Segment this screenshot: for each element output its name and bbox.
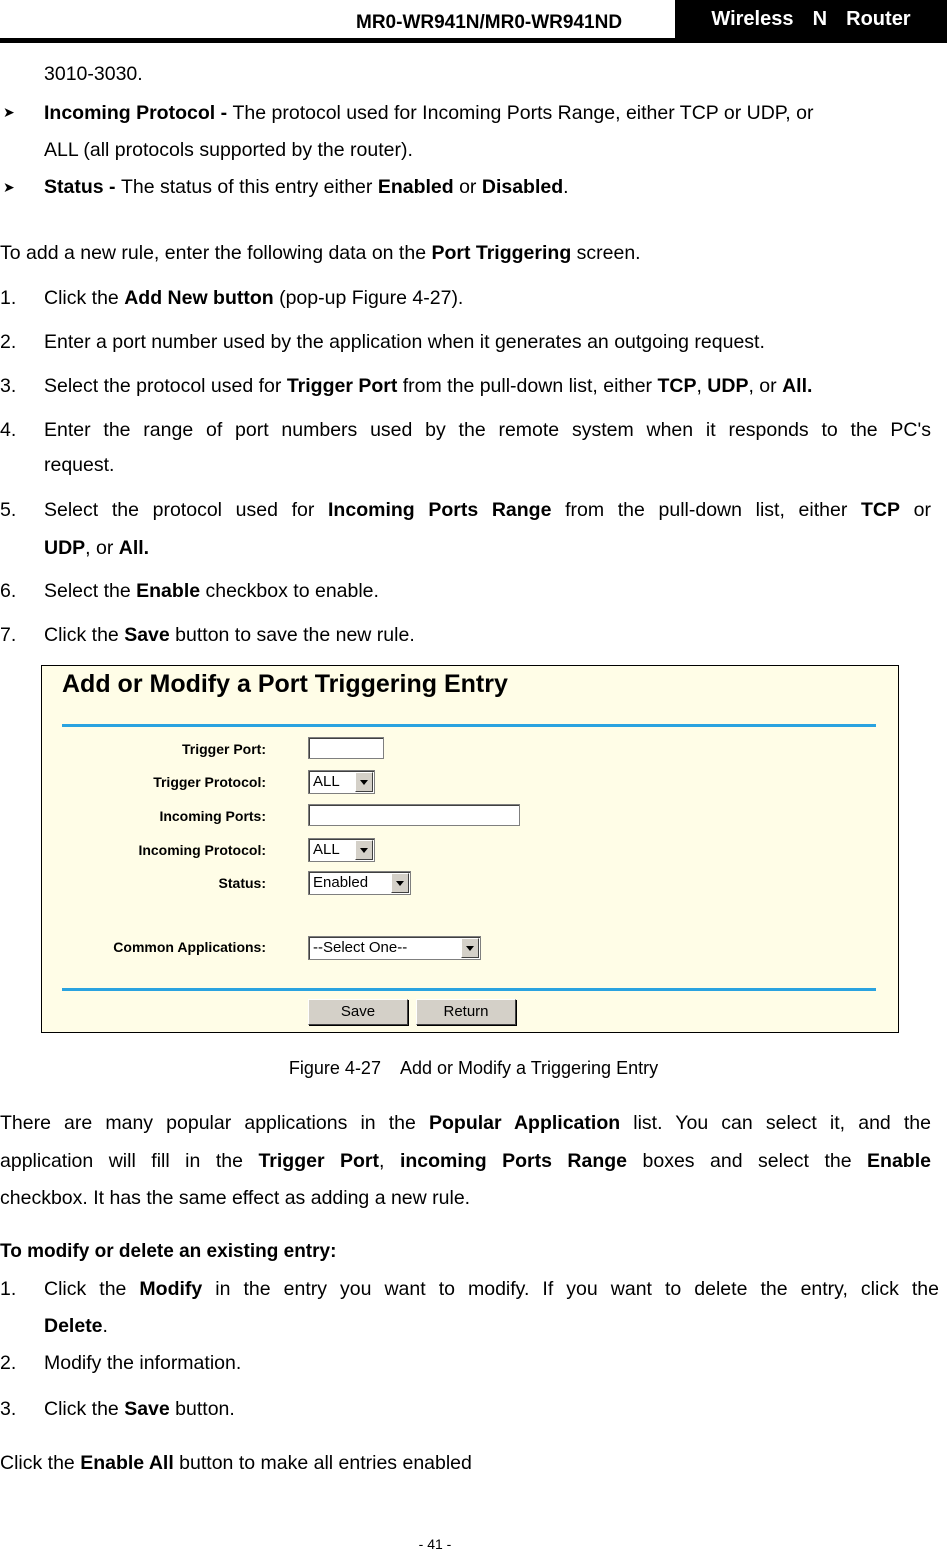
bold-text: Popular Application xyxy=(428,1112,621,1134)
select-value: ALL xyxy=(313,773,340,790)
text: Click the xyxy=(44,1398,125,1420)
dropdown-arrow-icon[interactable] xyxy=(355,840,373,860)
text: or xyxy=(900,499,931,521)
bullet-bold: Disabled xyxy=(481,176,564,198)
bold-text: Enable xyxy=(867,1150,931,1172)
step-number: 5. xyxy=(0,499,17,521)
text: boxes and select the xyxy=(627,1150,868,1172)
trigger-protocol-label: Trigger Protocol: xyxy=(153,774,266,790)
bold-text: Delete xyxy=(44,1315,103,1337)
continued-text: 3010-3030. xyxy=(44,63,143,85)
text: Click the xyxy=(44,1278,140,1300)
bold-text: All. xyxy=(782,375,813,397)
dropdown-arrow-icon[interactable] xyxy=(391,873,409,893)
step-4: Enter the range of port numbers used by the remote system when it responds to the PC's xyxy=(44,419,931,441)
text: list. You can select it, and the xyxy=(620,1112,931,1134)
popular-para-line-1 xyxy=(0,1111,931,1135)
step-5-cont xyxy=(44,536,149,560)
step-1 xyxy=(44,286,463,310)
bullet-bold: Enabled xyxy=(377,176,454,198)
intro-paragraph xyxy=(0,241,641,265)
bullet-text: The protocol used for Incoming Ports Range, either TCP or UDP, or xyxy=(232,102,814,124)
return-button[interactable]: Return xyxy=(416,999,516,1025)
bullet-incoming-protocol-cont: ALL (all protocols supported by the router). xyxy=(44,139,413,161)
bold-text: TCP xyxy=(861,499,900,521)
bold-text: Enable xyxy=(136,580,201,602)
product-name: Wireless N Router xyxy=(711,7,911,30)
popular-para-line-3: checkbox. It has the same effect as adding a new rule. xyxy=(0,1187,471,1209)
model-name: MR0-WR941N/MR0-WR941ND xyxy=(356,12,623,33)
modify-step-2: Modify the information. xyxy=(44,1352,242,1374)
step-7 xyxy=(44,623,415,647)
step-number: 3. xyxy=(0,1398,17,1420)
modify-step-1-cont xyxy=(44,1314,108,1338)
incoming-ports-label: Incoming Ports: xyxy=(159,808,266,824)
step-number: 6. xyxy=(0,580,17,602)
port-triggering-figure xyxy=(41,665,899,1033)
bold-text: incoming Ports Range xyxy=(399,1150,628,1172)
bold-text: Modify xyxy=(139,1278,203,1300)
bullet-label: Status - xyxy=(44,176,121,198)
trigger-port-input[interactable] xyxy=(308,737,384,759)
save-button[interactable]: Save xyxy=(308,999,408,1025)
common-applications-select[interactable] xyxy=(308,936,481,960)
step-5 xyxy=(44,498,931,522)
text: Select the protocol used for xyxy=(44,375,287,397)
product-name-box xyxy=(675,0,947,38)
step-3 xyxy=(44,374,812,398)
text: , or xyxy=(748,375,783,397)
step-number: 7. xyxy=(0,624,17,646)
text: in the entry you want to modify. If you want to delete the entry, click the xyxy=(202,1278,939,1300)
text: from the pull-down list, either xyxy=(551,499,861,521)
step-4-cont: request. xyxy=(44,454,115,476)
bold-text: Enable All xyxy=(80,1452,174,1474)
figure-top-rule xyxy=(62,724,876,727)
text: Select the protocol used for xyxy=(44,499,329,521)
text: application will fill in the xyxy=(0,1150,259,1172)
step-number: 4. xyxy=(0,419,17,441)
common-applications-label: Common Applications: xyxy=(113,939,266,955)
incoming-protocol-label: Incoming Protocol: xyxy=(138,842,266,858)
status-select[interactable] xyxy=(308,871,411,895)
figure-bottom-rule xyxy=(62,988,876,991)
text: To add a new rule, enter the following data on the xyxy=(0,242,432,264)
step-number: 1. xyxy=(0,287,17,309)
bold-text: Port Triggering xyxy=(431,242,572,264)
bullet-label: Incoming Protocol - xyxy=(44,102,233,124)
text: , xyxy=(379,1150,400,1172)
select-value: ALL xyxy=(313,841,340,858)
text: . xyxy=(102,1315,108,1337)
text: Select the xyxy=(44,580,137,602)
dropdown-arrow-icon[interactable] xyxy=(355,772,373,792)
select-value: Enabled xyxy=(313,874,369,891)
incoming-protocol-select[interactable] xyxy=(308,838,375,862)
bold-text: Trigger Port xyxy=(286,375,398,397)
text: Click the xyxy=(44,287,125,309)
modify-step-1 xyxy=(44,1277,939,1301)
text: button to make all entries enabled xyxy=(173,1452,472,1474)
bold-text: UDP xyxy=(707,375,749,397)
caption-text: Figure 4-27 Add or Modify a Triggering Entry xyxy=(288,1058,659,1078)
bold-text: Incoming Ports Range xyxy=(328,499,552,521)
bullet-text: . xyxy=(563,176,569,198)
bold-text: Save xyxy=(124,1398,170,1420)
bold-text: Trigger Port xyxy=(258,1150,380,1172)
popular-para-line-2 xyxy=(0,1149,931,1173)
step-number: 3. xyxy=(0,375,17,397)
step-2: Enter a port number used by the application when it generates an outgoing request. xyxy=(44,331,765,353)
figure-caption xyxy=(0,1058,947,1079)
bullet-arrow-icon: ➤ xyxy=(3,179,15,195)
bold-text: UDP xyxy=(44,537,86,559)
enable-all-paragraph xyxy=(0,1451,472,1475)
step-number: 1. xyxy=(0,1278,17,1300)
bullet-arrow-icon: ➤ xyxy=(3,104,15,120)
bold-text: All. xyxy=(118,537,150,559)
bold-text: Add New button xyxy=(124,287,274,309)
text: , or xyxy=(85,537,119,559)
header-rule xyxy=(0,38,947,43)
text: Click the xyxy=(0,1452,81,1474)
text: There are many popular applications in the xyxy=(0,1112,429,1134)
status-label: Status: xyxy=(218,875,266,891)
trigger-protocol-select[interactable] xyxy=(308,770,375,794)
text: Click the xyxy=(44,624,125,646)
step-number: 2. xyxy=(0,331,17,353)
incoming-ports-input[interactable] xyxy=(308,804,520,826)
bullet-text: The status of this entry either xyxy=(120,176,378,198)
text: from the pull-down list, either xyxy=(397,375,658,397)
bullet-text: or xyxy=(453,176,482,198)
text: (pop-up Figure 4-27). xyxy=(273,287,464,309)
text: screen. xyxy=(571,242,641,264)
trigger-port-label: Trigger Port: xyxy=(181,741,266,757)
bold-text: TCP xyxy=(657,375,697,397)
select-value: --Select One-- xyxy=(313,939,408,956)
text: button to save the new rule. xyxy=(169,624,415,646)
text: button. xyxy=(169,1398,235,1420)
page-header xyxy=(0,0,947,44)
bullet-incoming-protocol xyxy=(44,101,813,125)
figure-title: Add or Modify a Port Triggering Entry xyxy=(62,670,508,698)
modify-heading: To modify or delete an existing entry: xyxy=(0,1241,337,1262)
bold-text: Save xyxy=(124,624,170,646)
step-number: 2. xyxy=(0,1352,17,1374)
step-6 xyxy=(44,579,379,603)
dropdown-arrow-icon[interactable] xyxy=(461,938,479,958)
modify-step-3 xyxy=(44,1397,235,1421)
text: , xyxy=(696,375,708,397)
text: checkbox to enable. xyxy=(200,580,379,602)
bullet-status xyxy=(44,175,569,199)
page-number: - 41 - xyxy=(418,1536,452,1552)
